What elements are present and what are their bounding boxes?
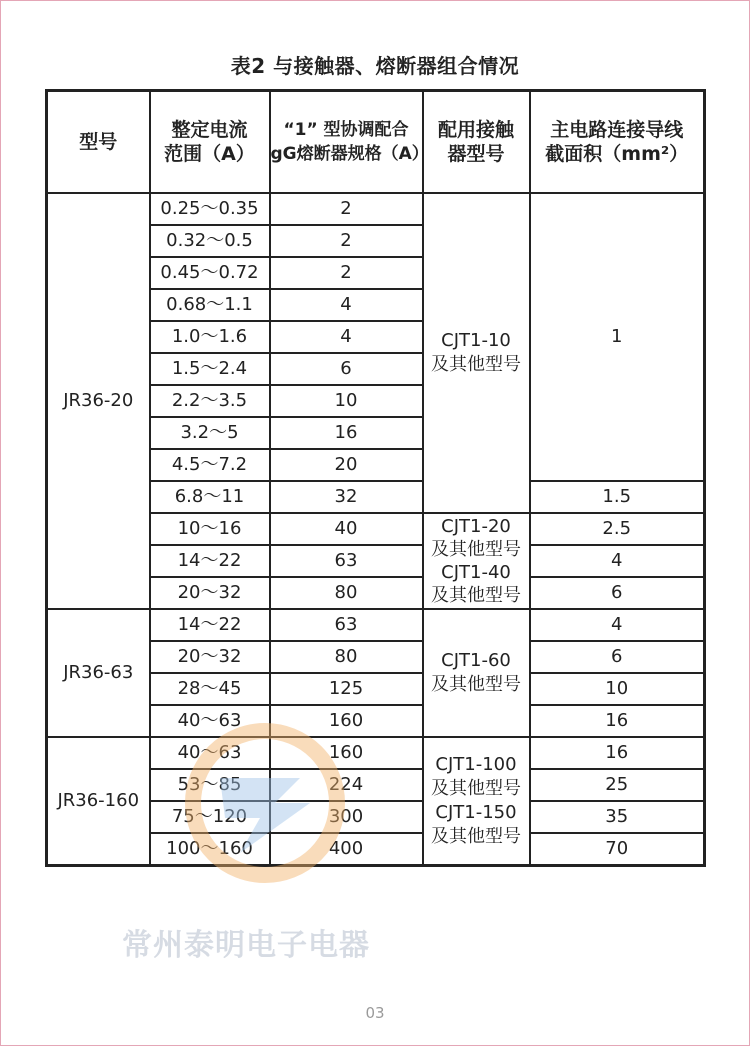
table-row [47, 609, 705, 641]
contactor-cell [423, 193, 530, 513]
fuse-cell: 160 [270, 737, 423, 769]
page-title: 表2 与接触器、熔断器组合情况 [230, 54, 520, 78]
page-number: 03 [365, 1004, 385, 1022]
model-cell: JR36-63 [47, 609, 150, 737]
contactor-model: CJT1-100 [435, 754, 517, 775]
fuse-cell: 63 [270, 545, 423, 577]
wire-cell: 35 [530, 801, 705, 833]
fuse-cell: 63 [270, 609, 423, 641]
range-cell: 20～32 [150, 577, 270, 609]
wire-cell: 10 [530, 673, 705, 705]
table-row [47, 737, 705, 769]
header-fuse-line1: “1” 型协调配合 [283, 119, 409, 140]
range-cell: 4.5～7.2 [150, 449, 270, 481]
contactor-cell [423, 513, 530, 609]
range-cell: 1.5～2.4 [150, 353, 270, 385]
fuse-cell: 2 [270, 225, 423, 257]
range-cell: 40～63 [150, 737, 270, 769]
header-contactor-line2: 器型号 [447, 142, 505, 165]
header-fuse-line2: gG熔断器规格（A） [270, 143, 429, 164]
wire-cell: 4 [530, 609, 705, 641]
contactor-note: 及其他型号 [431, 539, 521, 560]
range-cell: 20～32 [150, 641, 270, 673]
fuse-cell: 20 [270, 449, 423, 481]
wire-cell: 6 [530, 641, 705, 673]
range-cell: 10～16 [150, 513, 270, 545]
fuse-cell: 32 [270, 481, 423, 513]
header-contactor [423, 91, 530, 194]
watermark-text: 常州泰明电子电器 [122, 928, 370, 963]
spec-table [45, 89, 706, 867]
range-cell: 0.25～0.35 [150, 193, 270, 225]
contactor-model: CJT1-60 [441, 650, 511, 671]
header-model: 型号 [47, 91, 150, 194]
range-cell: 0.32～0.5 [150, 225, 270, 257]
header-wire-line1: 主电路连接导线 [550, 118, 684, 141]
contactor-model: CJT1-20 [441, 516, 511, 537]
range-cell: 0.45～0.72 [150, 257, 270, 289]
wire-cell: 1 [530, 193, 705, 481]
range-cell: 0.68～1.1 [150, 289, 270, 321]
wire-cell: 4 [530, 545, 705, 577]
range-cell: 75～120 [150, 801, 270, 833]
range-cell: 2.2～3.5 [150, 385, 270, 417]
contactor-note: 及其他型号 [431, 826, 521, 847]
table-row [47, 193, 705, 225]
fuse-cell: 4 [270, 321, 423, 353]
model-cell: JR36-160 [47, 737, 150, 866]
fuse-cell: 2 [270, 257, 423, 289]
range-cell: 3.2～5 [150, 417, 270, 449]
header-range-line1: 整定电流 [171, 118, 248, 141]
range-cell: 28～45 [150, 673, 270, 705]
header-range-line2: 范围（A） [164, 142, 255, 165]
fuse-cell: 224 [270, 769, 423, 801]
wire-cell: 2.5 [530, 513, 705, 545]
range-cell: 100～160 [150, 833, 270, 866]
fuse-cell: 80 [270, 641, 423, 673]
header-fuse [270, 91, 429, 194]
fuse-cell: 4 [270, 289, 423, 321]
range-cell: 6.8～11 [150, 481, 270, 513]
table-header-row [47, 91, 705, 194]
fuse-cell: 2 [270, 193, 423, 225]
contactor-model: CJT1-40 [441, 562, 511, 583]
wire-cell: 25 [530, 769, 705, 801]
contactor-model: CJT1-150 [435, 802, 517, 823]
header-range [150, 91, 270, 194]
contactor-note: 及其他型号 [431, 778, 521, 799]
fuse-cell: 10 [270, 385, 423, 417]
header-contactor-line1: 配用接触 [437, 118, 514, 141]
contactor-note: 及其他型号 [431, 674, 521, 695]
wire-cell: 1.5 [530, 481, 705, 513]
wire-cell: 70 [530, 833, 705, 866]
range-cell: 14～22 [150, 545, 270, 577]
fuse-cell: 160 [270, 705, 423, 737]
wire-cell: 6 [530, 577, 705, 609]
fuse-cell: 300 [270, 801, 423, 833]
fuse-cell: 16 [270, 417, 423, 449]
contactor-note: 及其他型号 [431, 354, 521, 375]
fuse-cell: 80 [270, 577, 423, 609]
fuse-cell: 40 [270, 513, 423, 545]
range-cell: 1.0～1.6 [150, 321, 270, 353]
contactor-note: 及其他型号 [431, 585, 521, 606]
header-wire-line2: 截面积（mm²） [545, 142, 689, 165]
wire-cell: 16 [530, 737, 705, 769]
contactor-model: CJT1-10 [441, 330, 511, 351]
wire-cell: 16 [530, 705, 705, 737]
range-cell: 40～63 [150, 705, 270, 737]
header-wire [530, 91, 705, 194]
contactor-cell [423, 609, 530, 737]
range-cell: 14～22 [150, 609, 270, 641]
contactor-cell [423, 737, 530, 866]
fuse-cell: 400 [270, 833, 423, 866]
model-cell: JR36-20 [47, 193, 150, 609]
fuse-cell: 125 [270, 673, 423, 705]
range-cell: 53～85 [150, 769, 270, 801]
fuse-cell: 6 [270, 353, 423, 385]
